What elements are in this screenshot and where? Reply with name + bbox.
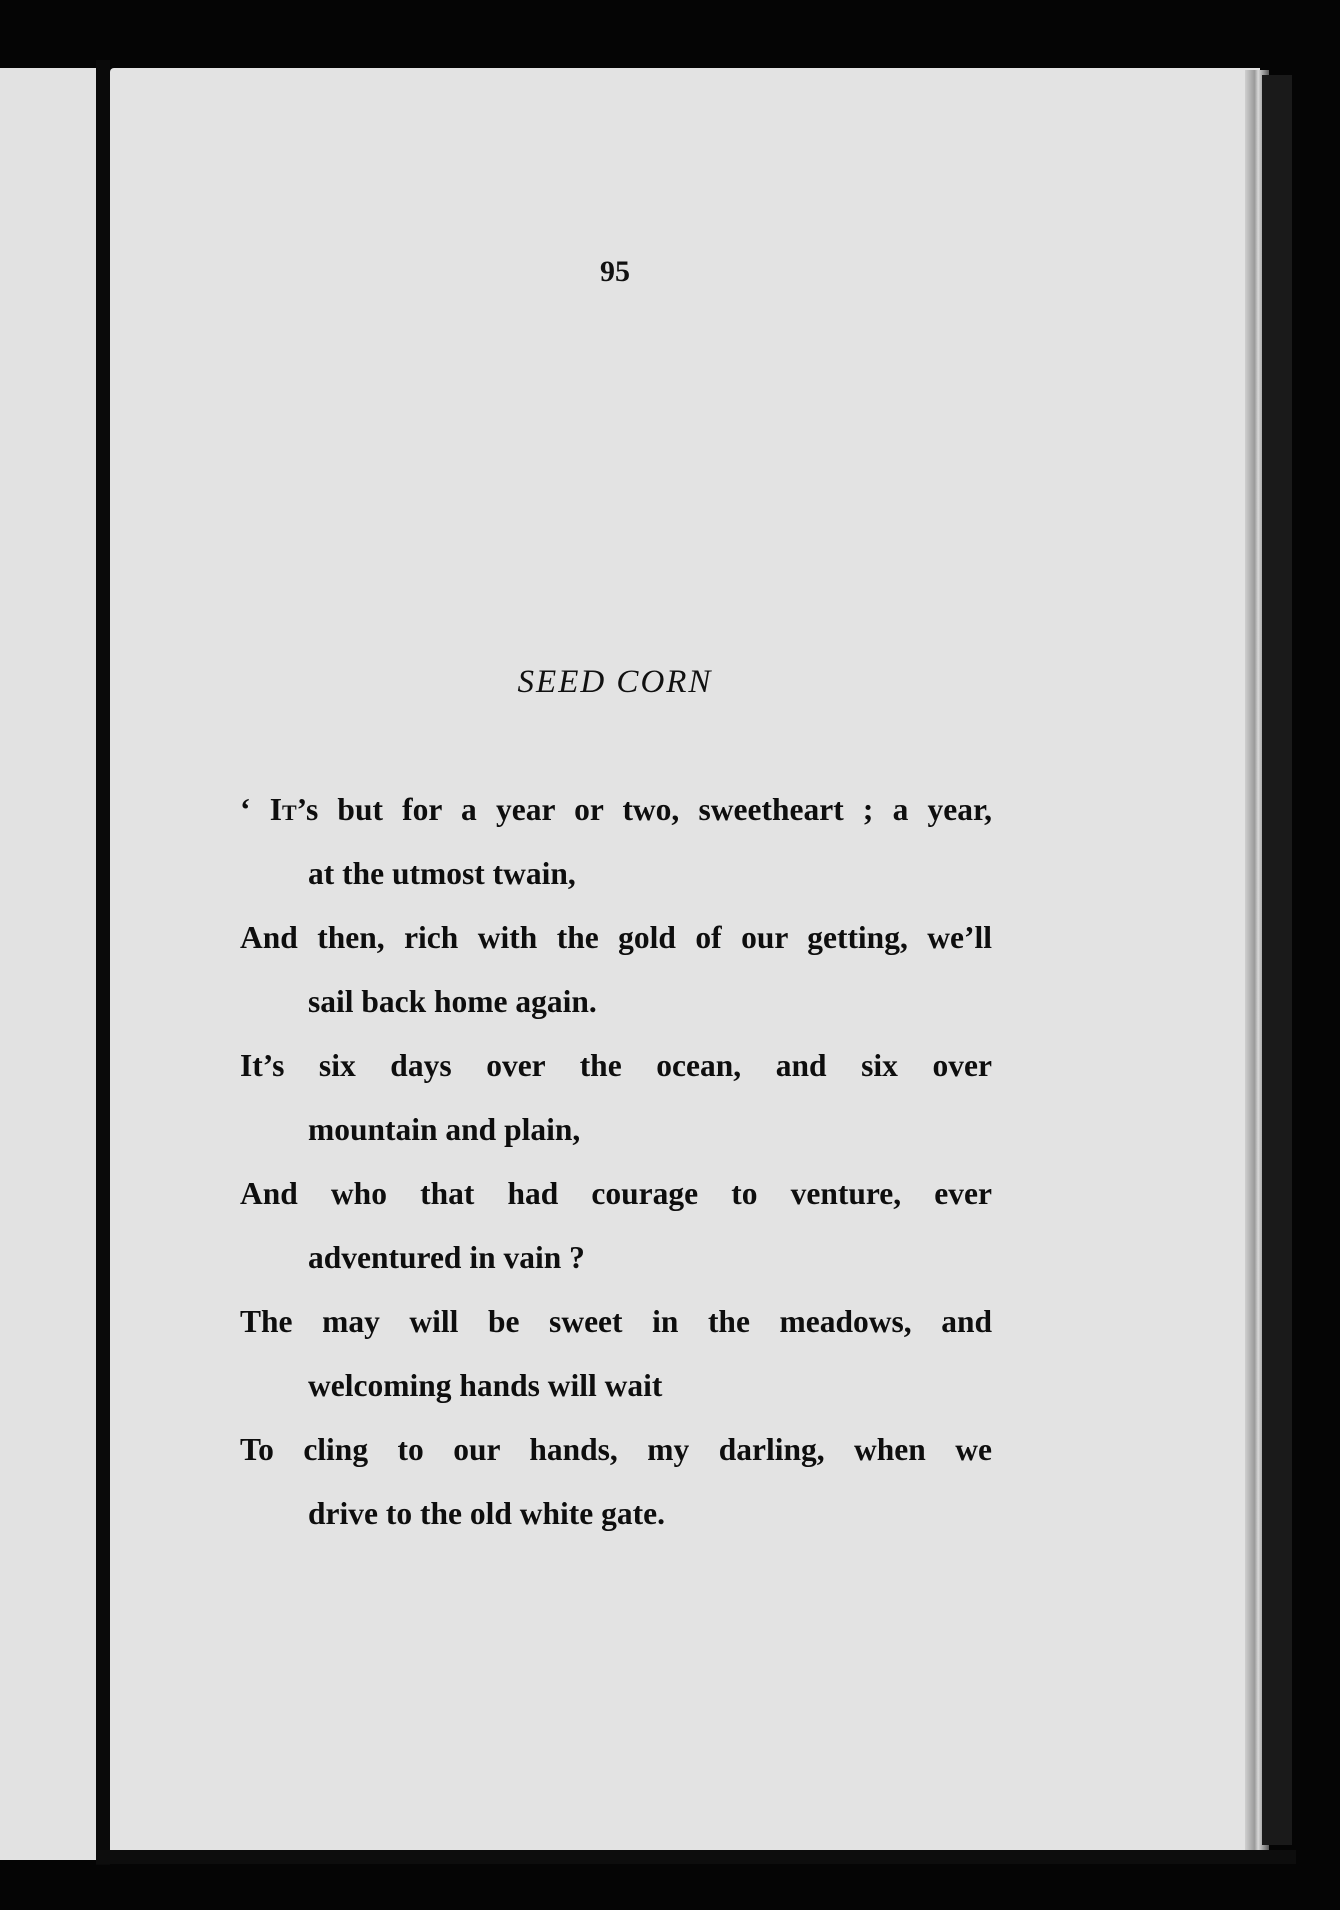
poem-line-continuation: sail back home again. bbox=[308, 984, 597, 1019]
page-number: 95 bbox=[600, 255, 630, 288]
poem-line: And who that had courage to venture, ever bbox=[240, 1176, 992, 1211]
poem-line-continuation: mountain and plain, bbox=[308, 1112, 581, 1147]
poem-line-continuation: drive to the old white gate. bbox=[308, 1496, 665, 1531]
small-caps-opening: It bbox=[269, 792, 297, 827]
poem-line: And then, rich with the gold of our getting, we’ll bbox=[240, 920, 992, 955]
poem-title: SEED CORN bbox=[517, 664, 713, 700]
bottom-shadow bbox=[96, 1850, 1296, 1864]
poem-body bbox=[240, 778, 992, 1546]
poem-line-continuation: welcoming hands will wait bbox=[308, 1368, 663, 1403]
book-cover-board bbox=[1262, 75, 1292, 1845]
poem-line-continuation: adventured in vain ? bbox=[308, 1240, 585, 1275]
poem-line-continuation: at the utmost twain, bbox=[308, 856, 576, 891]
poem-line: It’s six days over the ocean, and six over bbox=[240, 1048, 992, 1083]
left-page-edge bbox=[0, 68, 96, 1860]
poem-line: ‘ It’s but for a year or two, sweetheart ; a year, bbox=[240, 792, 992, 827]
book-gutter bbox=[96, 60, 110, 1865]
poem-line: The may will be sweet in the meadows, and bbox=[240, 1304, 992, 1339]
poem-line: To cling to our hands, my darling, when we bbox=[240, 1432, 992, 1467]
